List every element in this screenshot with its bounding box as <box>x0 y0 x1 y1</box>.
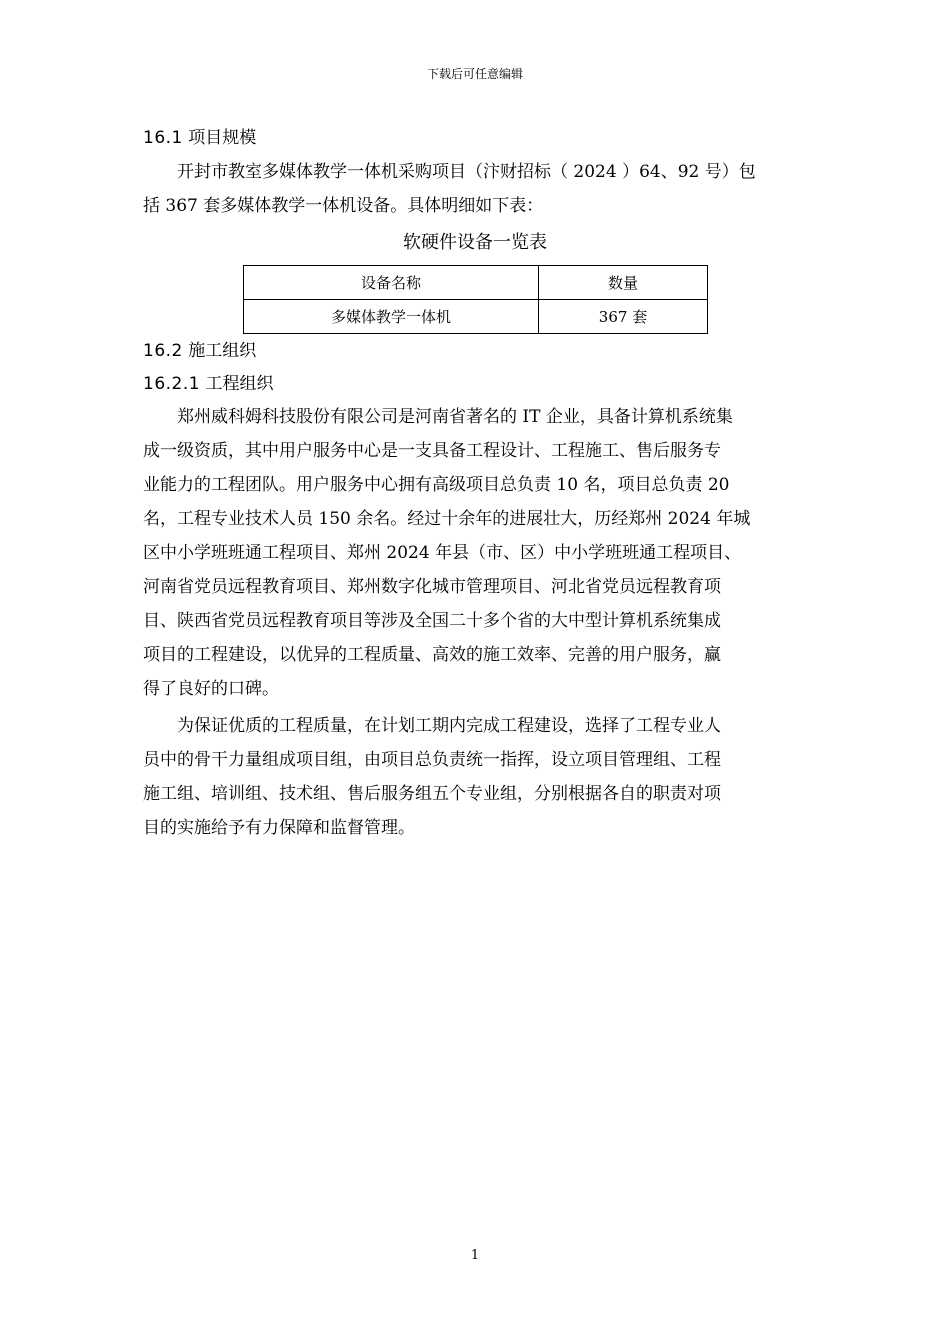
section-number: 16.2 <box>143 341 183 361</box>
paragraph-line: 目、陕西省党员远程教育项目等涉及全国二十多个省的大中型计算机系统集成 <box>143 611 721 631</box>
section-title: 项目规模 <box>188 128 257 148</box>
paragraph-line: 目的实施给予有力保障和监督管理。 <box>143 818 415 838</box>
section-heading-16-1 <box>143 127 256 149</box>
table-row <box>244 300 708 334</box>
paragraph-line: 区中小学班班通工程项目、郑州 2024 年县（市、区）中小学班班通工程项目、 <box>143 543 742 563</box>
paragraph-line: 为保证优质的工程质量，在计划工期内完成工程建设，选择了工程专业人 <box>177 716 721 736</box>
paragraph-line: 成一级资质，其中用户服务中心是一支具备工程设计、工程施工、售后服务专 <box>143 441 721 461</box>
table-header-row <box>244 266 708 300</box>
page-number: 1 <box>470 1248 480 1263</box>
paragraph-line: 施工组、培训组、技术组、售后服务组五个专业组，分别根据各自的职责对项 <box>143 784 721 804</box>
paragraph-line: 得了良好的口碑。 <box>143 679 279 699</box>
paragraph-line: 员中的骨干力量组成项目组，由项目总负责统一指挥，设立项目管理组、工程 <box>143 750 721 770</box>
table-cell: 367 套 <box>539 300 708 334</box>
paragraph-line: 河南省党员远程教育项目、郑州数字化城市管理项目、河北省党员远程教育项 <box>143 577 721 597</box>
page-header: 下载后可任意编辑 <box>426 67 523 81</box>
paragraph-line: 业能力的工程团队。用户服务中心拥有高级项目总负责 10 名，项目总负责 20 <box>143 475 730 495</box>
equipment-table <box>243 265 708 334</box>
column-header-name: 设备名称 <box>244 266 539 300</box>
section-heading-16-2-1 <box>143 373 273 395</box>
paragraph-project-team <box>143 709 807 845</box>
paragraph-line: 项目的工程建设，以优异的工程质量、高效的施工效率、完善的用户服务，赢 <box>143 645 721 665</box>
section-title: 施工组织 <box>188 341 257 361</box>
paragraph-project-scale <box>143 155 807 223</box>
paragraph-line: 名，工程专业技术人员 150 余名。经过十余年的进展壮大，历经郑州 2024 年城 <box>143 509 751 529</box>
table-caption: 软硬件设备一览表 <box>403 232 547 253</box>
section-number: 16.1 <box>143 128 183 148</box>
paragraph-line: 开封市教室多媒体教学一体机采购项目（汴财招标（ 2024 ）64、92 号）包 <box>177 162 756 182</box>
paragraph-engineering-org <box>143 400 807 706</box>
section-title: 工程组织 <box>205 374 274 394</box>
column-header-quantity: 数量 <box>539 266 708 300</box>
section-number: 16.2.1 <box>143 374 201 394</box>
paragraph-line: 郑州威科姆科技股份有限公司是河南省著名的 IT 企业，具备计算机系统集 <box>177 407 733 427</box>
paragraph-line: 括 367 套多媒体教学一体机设备。具体明细如下表： <box>143 196 544 216</box>
section-heading-16-2 <box>143 340 256 362</box>
table-cell: 多媒体教学一体机 <box>244 300 539 334</box>
